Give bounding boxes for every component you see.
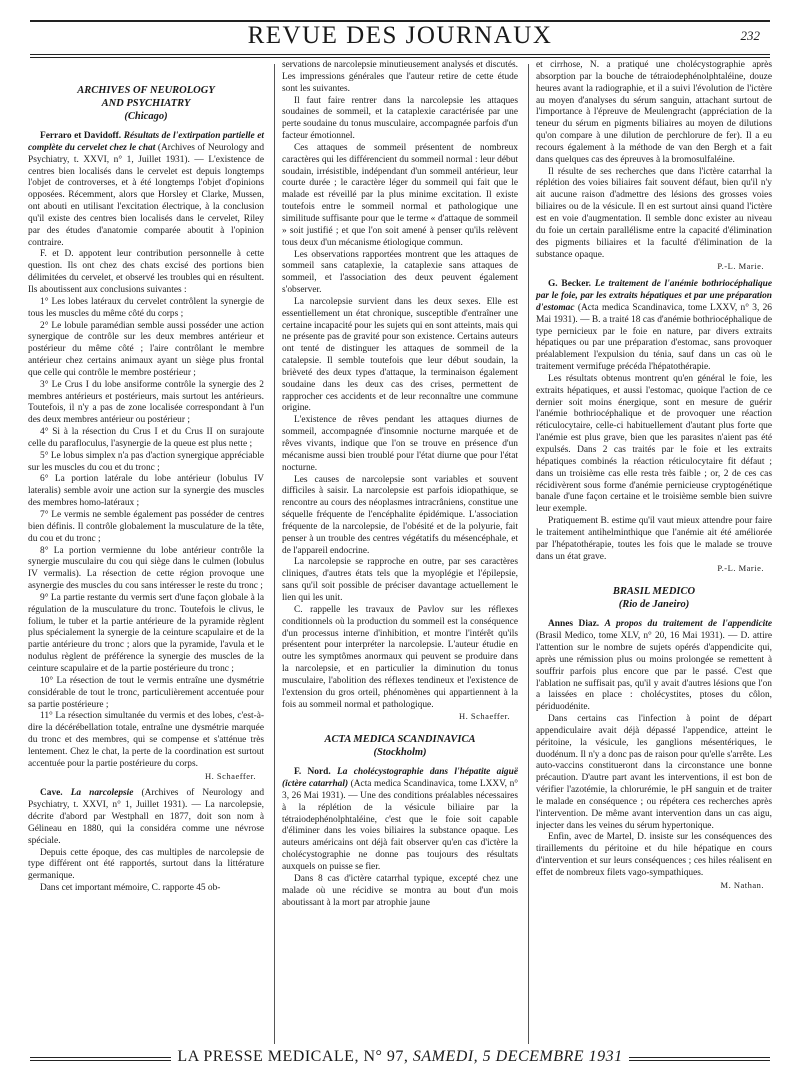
list-item: 10° La résection de tout le vermis entraîne une dysmétrie considérable de tout le tronc, particulièrement accentuée pour sa partie postérieure ; xyxy=(28,675,264,710)
section-title-archives-2: AND PSYCHIATRY xyxy=(101,98,191,109)
article-body: (Archives of Neurology and Psychiatry, t. XXVI, n° 1, Juillet 1931). — L'existence de centres bien localisés dans le cervelet est depuis longtemps l'objet de controverses, et à été longtemps l'objet d'opinions opposées. Récemment, alors que Horsley et Clarke, Mussen, ont abouti en utilisant l'excitation électrique, à la conclusion qu'il existe des centres bien localisés dans le cervelet, Riley par des études d'anatomie comparée aboutit à l'opinion contraire. xyxy=(28,142,265,248)
article-cave xyxy=(28,788,264,847)
list-item: 1° Les lobes latéraux du cervelet contrôlent la synergie de tous les muscles du même côté du corps ; xyxy=(28,296,264,319)
list-item: 2° Le lobule paramédian semble aussi posséder une action synergique de contrôle sur les deux membres antérieur et postérieur du même côté ; l'aire contrôlant le membre antérieur chez certains animaux ayant un siège plus frontal que celle qui contrôle le membre postérieur ; xyxy=(28,320,264,378)
list-item: 7° Le vermis ne semble également pas posséder de centres bien définis. Il contrôle globalement la musculature de la tête, du cou et du tronc ; xyxy=(28,510,264,544)
signature: P.-L. Marie. xyxy=(717,563,764,574)
header-rule-bottom xyxy=(30,54,770,55)
signature: H. Schaeffer. xyxy=(459,711,510,722)
article-title: A propos du traitement de l'appendicite xyxy=(604,619,772,630)
column-2 xyxy=(282,60,518,909)
footer-journal: LA PRESSE MEDICALE, xyxy=(177,1048,359,1065)
article-nord xyxy=(282,767,518,874)
paragraph: servations de narcolepsie minutieusement analysés et discutés. Les impressions générales que l'auteur retire de cette étude sont les suivantes. xyxy=(282,60,518,94)
list-item: 9° La partie restante du vermis sert d'une façon globale à la régulation de la musculature du tronc. Toutefois le clivus, le folium, le tuber et la partie antérieure de la pyramide règlent plus spécialement la synergie de la ceinture scapulaire et de la partie antérieure du tronc ; alors que la pyramide, l'avula et le nodulus règlent de préférence la synergie des muscles de la ceinture scapulaire et de la partie postérieure du tronc ; xyxy=(28,592,264,674)
paragraph: Il faut faire rentrer dans la narcolepsie les attaques soudaines de sommeil, et la cataplexie caractérisée par une perte soudaine du tonus musculaire, accompagnée parfois d'un facteur émotionnel. xyxy=(282,95,518,142)
column-1 xyxy=(28,72,264,895)
article-authors: G. Becker. xyxy=(548,279,592,290)
paragraph: L'existence de rêves pendant les attaques diurnes de sommeil, accompagnée d'insomnie nocturne marquée et de rêves vivants, indique que l'on se trouve en présence d'un mécanisme aussi bien troublé pour l'état diurne que pour l'état nocturne. xyxy=(282,415,518,473)
section-subtitle-chicago: (Chicago) xyxy=(124,111,168,122)
article-authors: Ferraro et Davidoff. xyxy=(40,131,122,141)
paragraph: Les résultats obtenus montrent qu'en général le foie, les extraits hépatiques, et aussi l'estomac, quoique l'action de ce dernier soit moins énergique, sont en mesure de guérir l'anémie bothriocéphalique et de provoquer une réaction réticulocytaire, celle-ci habituellement d'autant plus forte que l'anémie est plus grave, bien que les parasites n'aient pas été expulsés. Dans 2 cas traités par le foie et les extraits hépatiques combinés la réaction réticulocytaire fit défaut ; dans un troisième cas elle resta très faible ; or, 2 de ces cas récidivèrent sous forme d'anémie pernicieuse cryptogénétique banale d'une façon certaine et le troisième semble bien suivre leur exemple. xyxy=(536,373,772,515)
article-title: La narcolepsie xyxy=(70,788,134,799)
paragraph: F. et D. appotent leur contribution personnelle à cette question. Ils ont chez des chats excisé des portions bien délimitées du cervelet, et observé les troubles qui en résultent. Ils aboutissent aux conclusions suivantes : xyxy=(28,249,264,295)
article-body: (Archives of Neurology and Psychiatry, t. XXVI, n° 1, Juillet 1931). — La narcolepsie, décrite d'abord par Westphall en 1877, doit son nom à Gélineau en 1880, qui la considéra comme une névrose spéciale. xyxy=(28,788,265,846)
column-3 xyxy=(536,60,772,898)
section-title-brasil: BRASIL MEDICO xyxy=(612,586,696,598)
page-number: 232 xyxy=(740,28,760,43)
section-subtitle-rio: (Rio de Janeiro) xyxy=(618,599,690,611)
article-authors: F. Nord. xyxy=(294,767,331,778)
list-item: 8° La portion vermienne du lobe antérieur contrôle la synergie musculaire du cou qui siège dans le culmen (lobulus IV vermalis). La résection de cette région provoque une asynergie des muscles du cou sans intéresser le reste du tronc ; xyxy=(28,545,264,592)
paragraph: Dans certains cas l'infection à point de départ appendiculaire avait déjà dépassé l'appendice, atteint le péritoine, la vésicule, les ganglions mésentériques, le duodénum. Il n'y a donc pas de raison pour qu'elle s'arrête. Les auto-vaccins constitueront dans la circonstance une bonne précaution. D'autre part avant les interventions, il est bon de vérifier l'azotémie, la chlorurémie, le pH sanguin et de traiter le malade en conséquence ; ou répétera ces recherches après l'intervention. De même avant intervention dans un cas aigu, injecter dans les veines du sérum hypertonique. xyxy=(536,714,772,831)
signature: H. Schaeffer. xyxy=(205,770,256,781)
section-subtitle-stockholm: (Stockholm) xyxy=(373,747,427,759)
article-ferraro xyxy=(28,131,264,249)
paragraph: La narcolepsie survient dans les deux sexes. Elle est essentiellement un état chronique, susceptible d'entraîner une certaine incapacité pour les sujets qui en sont atteints, mais qui ne présente pas de gravité pour son existence. Certains auteurs ont tenté de distinguer les attaques de sommeil de la catalepsie. Il semble toutefois que leur début soudain, la brièveté des deux types d'attaque, la terminaison également soudaine dans les deux cas des crises, permettent de rapprocher ces accidents et de leur reconnaître une commune origine. xyxy=(282,296,518,414)
paragraph: La narcolepsie se rapproche en outre, par ses caractères cliniques, d'autres états tels que la myoplégie et l'épilepsie, sans qu'il soit possible de préciser davantage actuellement le lien qui les unit. xyxy=(282,557,518,603)
paragraph: Pratiquement B. estime qu'il vaut mieux attendre pour faire le traitement antihelminthique que l'anémie ait été améliorée par l'hépatothérapie, toutes les fois que le malade se trouve dans un état grave. xyxy=(536,516,772,562)
paragraph: Depuis cette époque, des cas multiples de narcolepsie de type différent ont été rapportés, surtout dans la littérature germanique. xyxy=(28,847,264,882)
article-title: La cholécystographie dans l'hépatite aiguë (ictère catarrhal) xyxy=(282,767,518,790)
paragraph: Il résulte de ses recherches que dans l'ictère catarrhal la réplétion des voies biliaires fait souvent défaut, bien qu'il n'y ait aucune raison d'admettre des lésions des grosses voies biliaires ou de la vésicule. Il en est surtout ainsi quand l'ictère est en voie d'augmentation. Il semble donc exister au niveau du foie un certain parallélisme entre la capacité d'élimination des pigments biliaires et la faculté d'élimination de la substance opaque. xyxy=(536,166,772,260)
paragraph: Dans cet important mémoire, C. rapporte 45 ob- xyxy=(40,883,221,894)
article-diaz xyxy=(536,619,772,714)
article-becker xyxy=(536,279,772,374)
section-title-acta: ACTA MEDICA SCANDINAVICA xyxy=(324,734,476,746)
page-title: REVUE DES JOURNAUX xyxy=(247,22,553,49)
paragraph: et cirrhose, N. a pratiqué une cholécystographie après absorption par la bouche de tétraiodephénolphtaléine, douze heures avant la radiographie, et il a suivi l'évolution de l'ictère au moyen d'analyses du sérum sanguin, attachant surtout de l'importance à l'épreuve de Meulengracht (appréciation de la teneur du sérum en pigments biliaires au moyen de dilutions qu'on compare à une dilution de perchlorure de fer). Il a eu recours également à la méthode de van den Bergh et a fait dans quelques cas des épreuves à la bromosulfaléine. xyxy=(536,60,772,165)
article-title: Le traitement de l'anémie bothriocéphalique par le foie, par les extraits hépatiques et par une préparation d'estomac xyxy=(536,279,773,313)
article-body: (Brasil Medico, tome XLV, n° 20, 16 Mai 1931). — D. attire l'attention sur le nombre de sujets opérés d'appendicite qui, après une rémission plus ou moins prolongée se remettent à souffrir parfois plus encore que par le passé. C'est que l'ablation ne suffisait pas, qu'il y avait d'autres lésions que l'on a laissées en place : cholécystites, ptoses du côlon, périduodénite. xyxy=(536,631,772,713)
signature: M. Nathan. xyxy=(720,879,764,890)
section-title-archives: ARCHIVES OF NEUROLOGY xyxy=(77,85,215,96)
paragraph: Les causes de narcolepsie sont variables et souvent difficiles à saisir. La narcolepsie est parfois idiopathique, se rencontre au cours des néoplasmes intracrâniens, constitue une séquelle fréquente de l'encéphalite épidémique. L'association fréquente de la narcolepsie, de l'obésité et de la polyurie, fait penser à un trouble des centres végétatifs du mésencéphale, et de l'appareil endocrine. xyxy=(282,474,518,556)
page-footer xyxy=(30,1045,770,1069)
article-title: Résultats de l'extirpation partielle et complète du cervelet chez le chat xyxy=(28,131,264,153)
list-item: 3° Le Crus I du lobe ansiforme contrôle la synergie des 2 membres antérieurs et postérieurs, mais surtout les antérieurs. Toutefois, il n'y a pas de zone localisée correspondant à l'un des deux membres antérieur ou postérieur ; xyxy=(28,379,264,426)
conclusions-list xyxy=(28,297,264,771)
paragraph: Dans 8 cas d'ictère catarrhal typique, excepté chez une malade où une récidive se montra au bout d'un mois aboutissant à la mort par atrophie jaune xyxy=(282,873,518,908)
paragraph: Ces attaques de sommeil présentent de nombreux caractères qui les différencient du sommeil normal : leur début soudain, irrésistible, indépendant d'un sommeil antérieur, leur courte durée ; le caractère léger du sommeil qui fait que le malade est réveillé par la plus minime excitation. Il existe toutefois entre le sommeil normal et pathologique une similitude suffisante pour que le terme « d'attaque de sommeil » soit justifié ; et que l'on soit amené à penser qu'ils relèvent tous deux d'un mécanisme étiologique commun. xyxy=(282,142,518,248)
paragraph: Les observations rapportées montrent que les attaques de sommeil sans cataplexie, la cataplexie sans attaques de sommeil, et l'association des deux peuvent également s'observer. xyxy=(282,249,518,296)
footer-issue: N° 97, xyxy=(363,1048,409,1065)
article-body: (Acta medica Scandinavica, tome LXXV, n° 3, 26 Mai 1931). — B. a traité 18 cas d'anémie bothriocéphalique de type pernicieux par le foie en nature, par divers extraits hépatiques ou par une préparation d'estomac, sans provoquer préalablement l'expulsion du ténia, sauf dans un cas où le traitement vermifuge précéda l'hépatothérapie. xyxy=(536,302,772,373)
column-divider-2 xyxy=(528,64,529,1044)
list-item: 11° La résection simultanée du vermis et des lobes, c'est-à-dire la décérébellation totale, entraîne une dysmétrie marquée du tronc et des membres, qui se compense et s'atténue très lentement. Chez le chat, la perte de la coordination est surtout accentuée pour la partie postérieure du corps. xyxy=(28,711,264,769)
article-body: (Acta medica Scandinavica, tome LXXV, n° 3, 26 Mai 1931). — Une des conditions préalables nécessaires à la réplétion de la vésicule biliaire par la tétraiodephénolphtaléine, c'est que le foie soit capable d'éliminer dans les voies biliaires la substance opaque. Les auteurs américains ont déjà fait observer qu'en cas d'ictère la cholécystographie ne donne pas toujours des résultats auxquels on puisse se fier. xyxy=(282,779,519,872)
footer-date: SAMEDI, 5 DECEMBRE 1931 xyxy=(412,1048,623,1065)
article-authors: Cave. xyxy=(40,788,63,799)
signature: P.-L. Marie. xyxy=(717,261,764,272)
column-divider-1 xyxy=(274,64,275,1044)
list-item: 4° Si à la résection du Crus I et du Crus II on surajoute celle du parafloculus, l'asynergie de la queue est plus nette ; xyxy=(28,427,264,449)
header-rule-bottom-2 xyxy=(30,57,770,58)
article-authors: Annes Diaz. xyxy=(548,619,600,630)
paragraph: C. rappelle les travaux de Pavlov sur les réflexes conditionnels où la production du sommeil est la conséquence d'un processus interne d'inhibition, et montre l'intérêt qu'ils présentent pour interpréter la narcolepsie. L'auteur étudie en outre les symptômes anormaux qui peuvent se produire dans la narcolepsie, et en particulier la diminution du tonus musculaire, l'abolition des réflexes tendineux et l'existence de l'extension du gros orteil, phénomènes qui appartiennent à la fois au sommeil normal et pathologique. xyxy=(282,604,518,710)
list-item: 5° Le lobus simplex n'a pas d'action synergique appréciable sur les muscles du cou et du tronc ; xyxy=(28,450,264,473)
footer-text xyxy=(30,1045,770,1069)
list-item: 6° La portion latérale du lobe antérieur (lobulus IV lateralis) semble avoir une action sur la synergie des muscles des membres homo-latéraux ; xyxy=(28,474,264,509)
paragraph: Enfin, avec de Martel, D. insiste sur les conséquences des tiraillements du péritoine et du hile hépatique en cours d'intervention et sur leurs conséquences ; ces hiles réalisent en effet de nombreux filets vago-sympathiques. xyxy=(536,832,772,878)
